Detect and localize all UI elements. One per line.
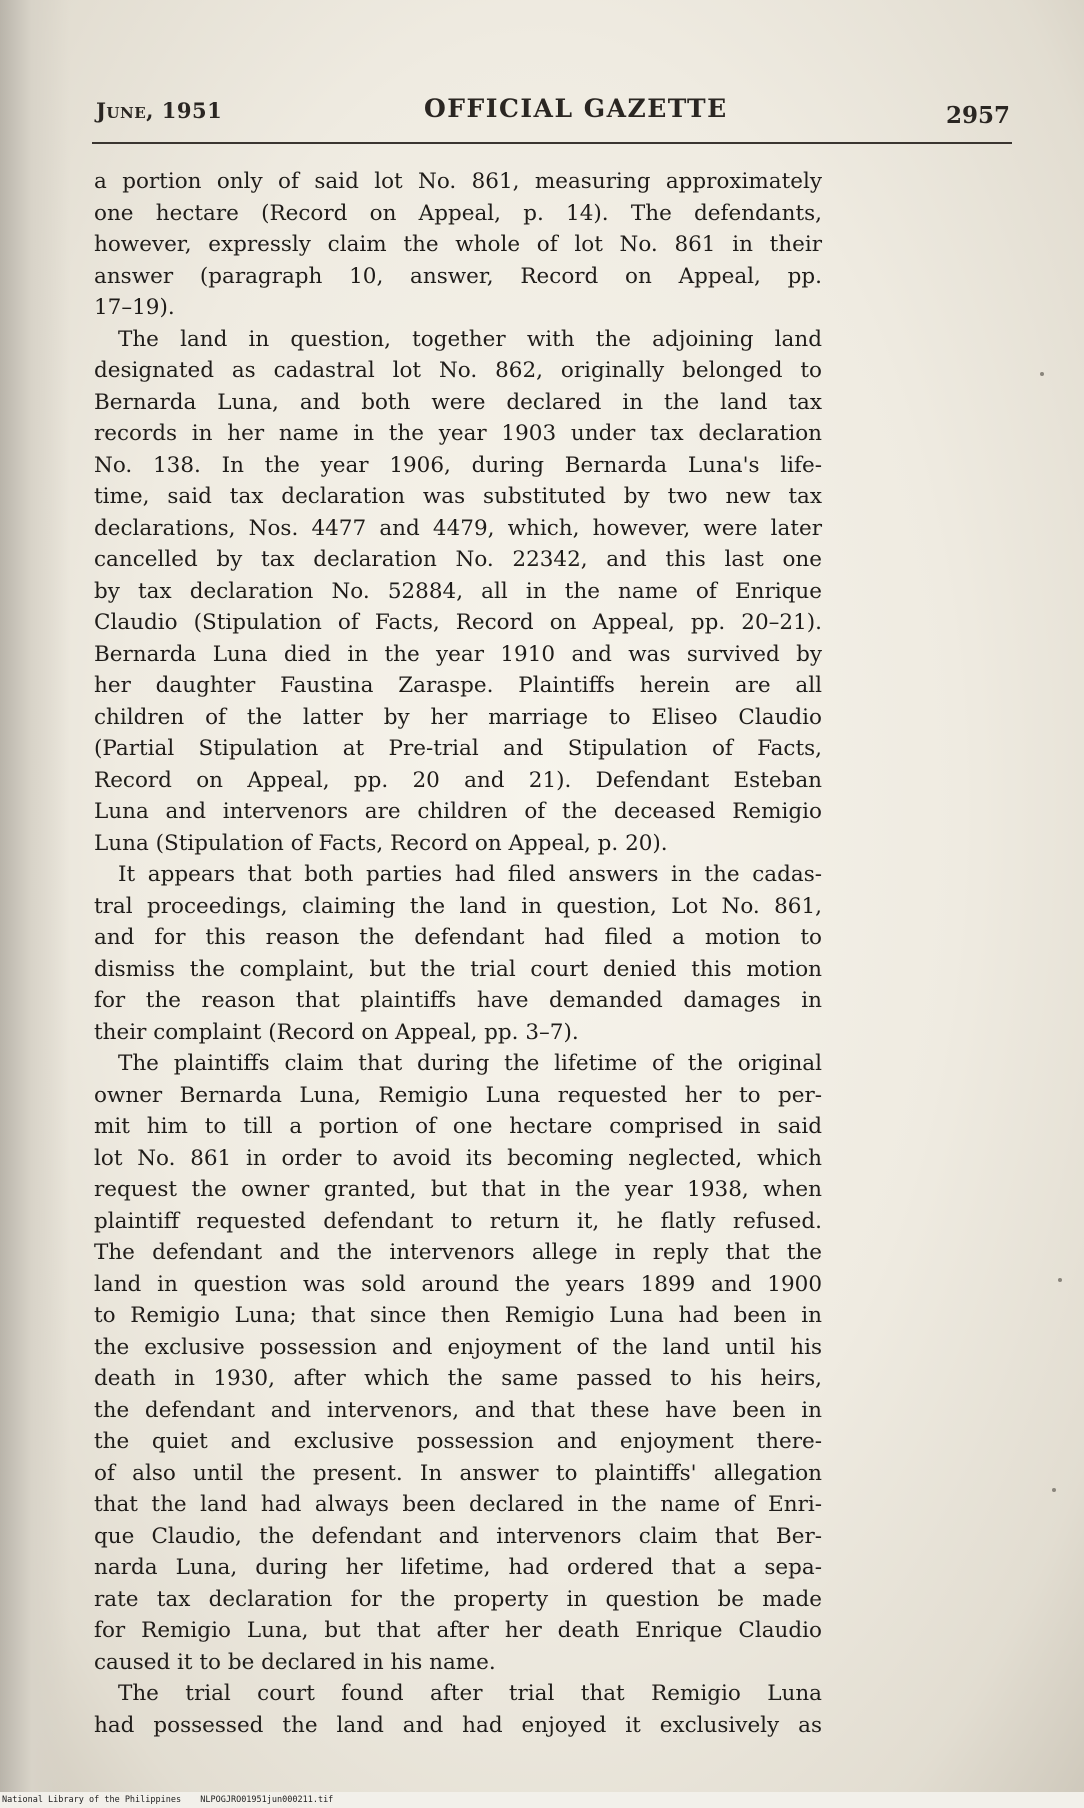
text-line: caused it to be declared in his name. xyxy=(94,1649,496,1675)
text-line: to Remigio Luna; that since then Remigio Luna had been in xyxy=(94,1303,822,1328)
text-line: death in 1930, after which the same passed to his heirs, xyxy=(94,1366,822,1391)
page-number: 2957 xyxy=(945,102,1010,129)
text-line: tral proceedings, claiming the land in question, Lot No. 861, xyxy=(94,893,822,919)
text-line: children of the latter by her marriage to Eliseo Claudio xyxy=(94,704,822,730)
text-line: of also until the present. In answer to plaintiffs' allegation xyxy=(94,1460,822,1486)
paragraph-start: It appears that both parties had filed answers in the cadas- xyxy=(118,862,822,887)
header-date: June, 1951 xyxy=(96,98,223,123)
text-line: No. 138. In the year 1906, during Bernarda Luna's life- xyxy=(94,452,822,478)
paragraph-start: The land in question, together with the adjoining land xyxy=(118,326,822,352)
text-line: the exclusive possession and enjoyment of the land until his xyxy=(94,1334,822,1360)
footer-file-id: NLPOGJRO01951jun000211.tif xyxy=(200,1795,334,1805)
text-line: dismiss the complaint, but the trial court denied this motion xyxy=(94,956,822,982)
text-line: designated as cadastral lot No. 862, originally belonged to xyxy=(94,358,822,383)
text-line: Luna and intervenors are children of the deceased Remigio xyxy=(94,799,822,824)
text-line: had possessed the land and had enjoyed it exclusively as xyxy=(94,1712,822,1738)
header-rule xyxy=(92,142,1012,144)
text-line: The defendant and the intervenors allege in reply that the xyxy=(94,1240,822,1265)
text-line: cancelled by tax declaration No. 22342, and this last one xyxy=(94,547,822,572)
paper-speck xyxy=(1052,1488,1056,1492)
text-line: a portion only of said lot No. 861, measuring approximately xyxy=(94,169,822,194)
paper-speck xyxy=(1040,372,1044,376)
text-line: Luna (Stipulation of Facts, Record on Appeal, p. 20). xyxy=(94,830,668,856)
text-line: Bernarda Luna, and both were declared in the land tax xyxy=(94,389,822,415)
scan-footer xyxy=(2,1795,333,1805)
text-line: their complaint (Record on Appeal, pp. 3–7). xyxy=(94,1019,579,1045)
paragraph-start: The plaintiffs claim that during the lifetime of the original xyxy=(118,1051,822,1076)
text-line: Bernarda Luna died in the year 1910 and was survived by xyxy=(94,641,822,667)
text-line: answer (paragraph 10, answer, Record on Appeal, pp. xyxy=(94,263,822,289)
text-line: narda Luna, during her lifetime, had ordered that a sepa- xyxy=(94,1555,822,1580)
text-line: Record on Appeal, pp. 20 and 21). Defendant Esteban xyxy=(94,767,822,793)
text-line: lot No. 861 in order to avoid its becoming neglected, which xyxy=(94,1145,822,1171)
text-line: 17–19). xyxy=(94,295,175,320)
text-line: land in question was sold around the years 1899 and 1900 xyxy=(94,1271,822,1297)
text-line: mit him to till a portion of one hectare comprised in said xyxy=(94,1114,822,1139)
text-line: and for this reason the defendant had filed a motion to xyxy=(94,925,822,950)
text-line: for the reason that plaintiffs have demanded damages in xyxy=(94,988,822,1013)
text-line: rate tax declaration for the property in question be made xyxy=(94,1586,822,1612)
text-line: by tax declaration No. 52884, all in the name of Enrique xyxy=(94,578,822,604)
text-line: her daughter Faustina Zaraspe. Plaintiffs herein are all xyxy=(94,673,822,698)
text-line: time, said tax declaration was substituted by two new tax xyxy=(94,484,822,509)
text-line: for Remigio Luna, but that after her death Enrique Claudio xyxy=(94,1618,822,1643)
running-header xyxy=(96,94,1016,134)
text-line: que Claudio, the defendant and intervenors claim that Ber- xyxy=(94,1523,822,1549)
text-line: records in her name in the year 1903 under tax declaration xyxy=(94,421,822,446)
body-text xyxy=(94,166,822,1741)
text-line: however, expressly claim the whole of lot No. 861 in their xyxy=(94,232,822,257)
paper-speck xyxy=(1058,1278,1062,1282)
text-line: that the land had always been declared in the name of Enri- xyxy=(94,1492,822,1517)
text-line: request the owner granted, but that in the year 1938, when xyxy=(94,1177,822,1202)
text-line: the quiet and exclusive possession and enjoyment there- xyxy=(94,1429,822,1454)
paragraph-start: The trial court found after trial that Remigio Luna xyxy=(118,1681,822,1706)
text-line: the defendant and intervenors, and that these have been in xyxy=(94,1397,822,1423)
binding-shadow xyxy=(0,0,70,1792)
text-line: owner Bernarda Luna, Remigio Luna requested her to per- xyxy=(94,1082,822,1108)
text-line: declarations, Nos. 4477 and 4479, which, however, were later xyxy=(94,515,822,541)
text-line: Claudio (Stipulation of Facts, Record on Appeal, pp. 20–21). xyxy=(94,610,822,635)
text-line: one hectare (Record on Appeal, p. 14). The defendants, xyxy=(94,200,822,226)
text-line: (Partial Stipulation at Pre-trial and Stipulation of Facts, xyxy=(94,736,822,761)
footer-source: National Library of the Philippines xyxy=(2,1795,182,1805)
text-line: plaintiff requested defendant to return it, he flatly refused. xyxy=(94,1208,822,1234)
header-title: OFFICIAL GAZETTE xyxy=(424,94,728,123)
